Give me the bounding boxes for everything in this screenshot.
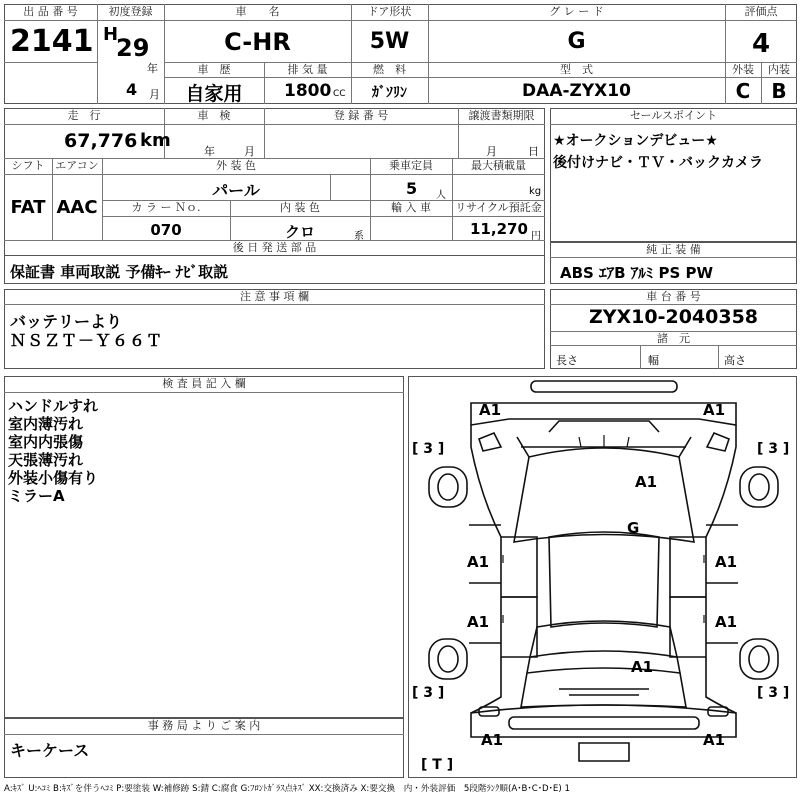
shift-label: シフト xyxy=(11,159,45,172)
seats-unit: 人 xyxy=(436,190,446,201)
color-no: 070 xyxy=(150,221,182,239)
recycle-unit: 円 xyxy=(531,231,541,242)
lot-number: 2141 xyxy=(10,24,94,59)
seats-label: 乗車定員 xyxy=(389,159,433,172)
transfer-label: 譲渡書類期限 xyxy=(468,109,535,122)
damage-diagram xyxy=(408,376,797,778)
color-label: 外 装 色 xyxy=(216,159,256,172)
score: 4 xyxy=(751,29,771,59)
interior-label: 内装 xyxy=(768,63,790,76)
inspector-line-1: ハンドルすれ xyxy=(8,397,99,415)
mark-front-door-left: A1 xyxy=(467,553,490,571)
grade: G xyxy=(567,29,586,54)
reg-month: 4 xyxy=(126,80,138,99)
type-label: 型 式 xyxy=(560,63,593,76)
ac-label: エアコン xyxy=(55,159,99,172)
door-label: ドア形状 xyxy=(367,5,412,18)
tire-front-right: [ 3 ] xyxy=(757,441,790,457)
inspection-month-unit: 月 xyxy=(244,145,255,158)
displacement-unit: CC xyxy=(333,89,346,99)
mileage-unit: km xyxy=(140,130,171,151)
mileage-label: 走 行 xyxy=(67,109,101,122)
grade-label: グ レ ー ド xyxy=(549,5,604,18)
int-color-unit: 系 xyxy=(354,231,364,242)
lot-label: 出 品 番 号 xyxy=(23,5,78,18)
history: 自家用 xyxy=(185,83,243,105)
mark-front-left: A1 xyxy=(479,401,502,419)
inspector-line-6: ミラーA xyxy=(8,487,65,505)
mark-front-door-right: A1 xyxy=(715,553,738,571)
fuel-label: 燃 料 xyxy=(373,63,406,76)
inspector-line-2: 室内薄汚れ xyxy=(8,415,84,433)
import-label: 輸 入 車 xyxy=(391,201,431,214)
type-code: DAA-ZYX10 xyxy=(522,81,631,101)
load-label: 最大積載量 xyxy=(471,159,526,172)
color-no-label: カ ラ ー Ｎｏ. xyxy=(131,201,201,214)
door-type: 5W xyxy=(369,29,410,54)
model-name: C-HR xyxy=(224,28,291,56)
tire-rear-right: [ 3 ] xyxy=(757,685,790,701)
office-label: 事 務 局 よ り ご 案 内 xyxy=(147,719,261,732)
score-label: 評価点 xyxy=(744,5,778,18)
office-text: キーケース xyxy=(10,741,90,760)
transfer-day-unit: 日 xyxy=(528,145,539,158)
inspector-label: 検 査 員 記 入 欄 xyxy=(162,377,246,390)
selling-points-block xyxy=(550,108,797,242)
era: H xyxy=(103,24,119,45)
displacement: 1800 xyxy=(284,81,332,101)
color: パール xyxy=(212,181,260,200)
selling-points-label: セールスポイント xyxy=(629,109,717,122)
recycle: 11,270 xyxy=(470,220,528,238)
notes-line-2: ＮＳＺＴ－Ｙ６６Ｔ xyxy=(10,331,164,350)
mark-rear-right: A1 xyxy=(703,731,726,749)
fuel: ｶﾞｿﾘﾝ xyxy=(372,85,407,101)
mileage: 67,776 xyxy=(64,130,138,152)
model-label: 車 名 xyxy=(235,5,280,18)
spec-label: 諸 元 xyxy=(657,332,690,345)
recycle-label: リサイクル預託金 xyxy=(455,201,542,214)
int-color: クロ xyxy=(284,223,315,241)
interior-grade: B xyxy=(771,79,787,103)
mark-hood: A1 xyxy=(635,473,658,491)
seats: 5 xyxy=(406,179,418,198)
notes-label: 注 意 事 項 欄 xyxy=(240,290,309,303)
tire-rear-left: [ 3 ] xyxy=(412,685,445,701)
mark-trunk: A1 xyxy=(631,658,654,676)
height-label: 高さ xyxy=(724,354,746,367)
int-color-label: 内 装 色 xyxy=(280,201,320,214)
spare-tire: [ T ] xyxy=(421,757,454,773)
inspector-line-5: 外装小傷有り xyxy=(8,469,99,487)
length-label: 長さ xyxy=(556,354,578,367)
tire-front-left: [ 3 ] xyxy=(412,441,445,457)
reg-year: 29 xyxy=(116,34,150,62)
inspection-label: 車 検 xyxy=(197,109,231,122)
later-parts-text: 保証書 車両取説 予備ｷｰ ﾅﾋﾞ取説 xyxy=(10,263,229,281)
exterior-label: 外装 xyxy=(732,63,754,76)
history-label: 車 歴 xyxy=(197,63,231,76)
later-parts-label: 後 日 発 送 部 品 xyxy=(232,241,317,254)
regno-label: 登 録 番 号 xyxy=(333,109,389,122)
chassis-number: ZYX10-2040358 xyxy=(588,306,759,328)
mark-rear-door-right: A1 xyxy=(715,613,738,631)
load-unit: kg xyxy=(529,186,542,197)
displacement-label: 排 気 量 xyxy=(287,63,328,76)
genuine-text: ABS ｴｱB ｱﾙﾐ PS PW xyxy=(560,264,714,282)
mark-roof: G xyxy=(627,519,640,537)
notes-line-1: バッテリーより xyxy=(10,312,123,331)
selling-line-1: ★オークションデビュー★ xyxy=(553,133,718,149)
first-reg-label: 初度登録 xyxy=(108,5,153,18)
selling-line-2: 後付けナビ・ＴＶ・バックカメラ xyxy=(553,155,763,171)
inspection-year-unit: 年 xyxy=(204,145,215,158)
exterior-grade: C xyxy=(735,79,751,103)
car-outline-diagram xyxy=(409,377,798,779)
genuine-label: 純 正 装 備 xyxy=(646,243,701,256)
reg-year-unit: 年 xyxy=(147,62,158,75)
ac: AAC xyxy=(56,197,98,218)
chassis-label: 車 台 番 号 xyxy=(646,290,701,303)
mark-rear-door-left: A1 xyxy=(467,613,490,631)
inspector-line-4: 天張薄汚れ xyxy=(8,451,84,469)
shift: FAT xyxy=(10,197,46,218)
reg-month-unit: 月 xyxy=(149,88,160,101)
width-label: 幅 xyxy=(648,354,659,367)
mark-rear-left: A1 xyxy=(481,731,504,749)
legend-text: A:ｷｽﾞ U:ﾍｺﾐ B:ｷｽﾞを伴うﾍｺﾐ P:要塗装 W:補修跡 S:錆 C:腐食 G:ﾌﾛﾝﾄｶﾞﾗｽ点ｷｽﾞ XX:交換済み X:要交換 内・外装評価 5段階ﾗﾝｸ順(A･B･C･D･E) 1 xyxy=(4,784,570,794)
transfer-month-unit: 月 xyxy=(486,145,497,158)
mark-front-right: A1 xyxy=(703,401,726,419)
inspector-line-3: 室内内張傷 xyxy=(8,433,84,451)
